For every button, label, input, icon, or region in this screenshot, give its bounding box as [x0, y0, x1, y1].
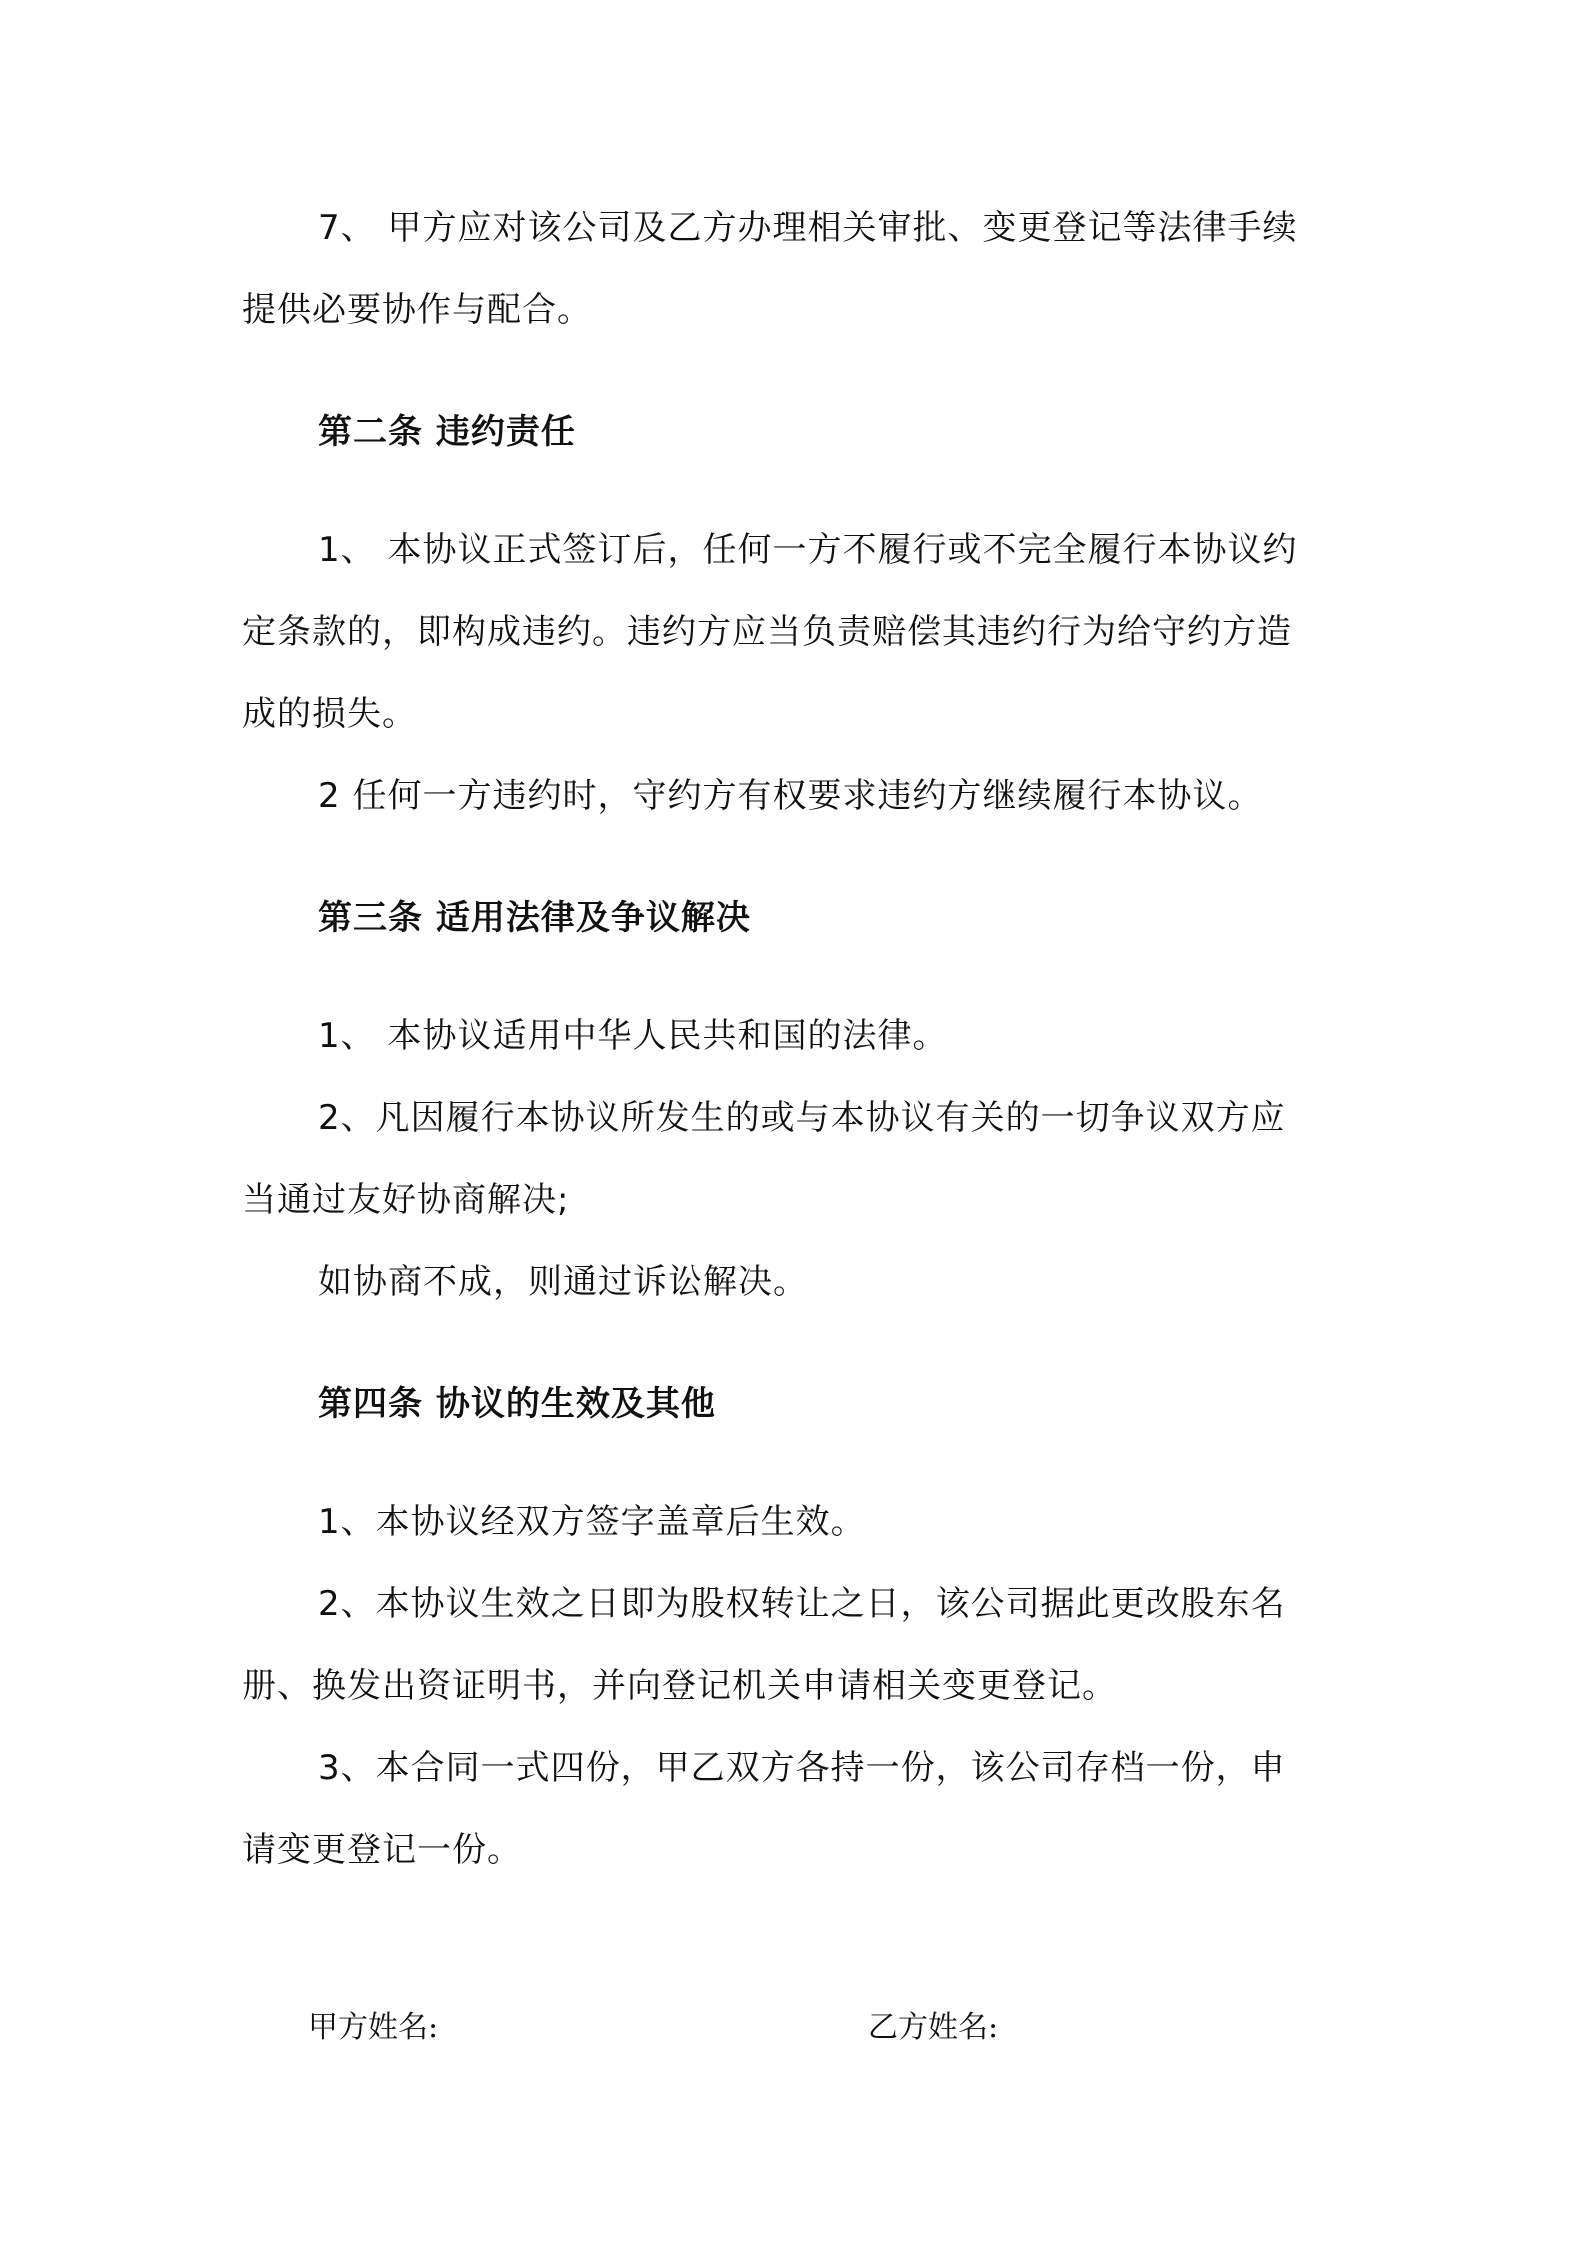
article2-heading: 第二条 违约责任 [318, 412, 576, 452]
article3-item1: 1、 本协议适用中华人民共和国的法律。 [318, 1016, 948, 1056]
article2-item1-line2: 定条款的，即构成违约。违约方应当负责赔偿其违约行为给守约方造 [242, 612, 1292, 652]
article4-item1: 1、本协议经双方签字盖章后生效。 [318, 1502, 866, 1542]
article4-item3-line2: 请变更登记一份。 [242, 1830, 522, 1870]
article2-item2: 2 任何一方违约时，守约方有权要求违约方继续履行本协议。 [318, 776, 1263, 816]
article4-item3-line1: 3、本合同一式四份，甲乙双方各持一份，该公司存档一份，申 [318, 1748, 1286, 1788]
party-a-name-label: 甲方姓名: [308, 2010, 439, 2045]
party-b-name-label: 乙方姓名: [868, 2010, 999, 2045]
article2-item1-line3: 成的损失。 [242, 694, 417, 734]
article2-item1-line1: 1、 本协议正式签订后，任何一方不履行或不完全履行本协议约 [318, 530, 1298, 570]
article1-item7-line2: 提供必要协作与配合。 [242, 290, 592, 330]
article3-heading: 第三条 适用法律及争议解决 [318, 898, 751, 938]
article4-item2-line2: 册、换发出资证明书，并向登记机关申请相关变更登记。 [242, 1666, 1117, 1706]
article3-item2-line2: 当通过友好协商解决; [242, 1180, 570, 1220]
article3-item2-line3: 如协商不成，则通过诉讼解决。 [318, 1262, 808, 1302]
article4-item2-line1: 2、本协议生效之日即为股权转让之日，该公司据此更改股东名 [318, 1584, 1286, 1624]
article4-heading: 第四条 协议的生效及其他 [318, 1384, 716, 1424]
article3-item2-line1: 2、凡因履行本协议所发生的或与本协议有关的一切争议双方应 [318, 1098, 1286, 1138]
article1-item7-line1: 7、 甲方应对该公司及乙方办理相关审批、变更登记等法律手续 [318, 208, 1298, 248]
